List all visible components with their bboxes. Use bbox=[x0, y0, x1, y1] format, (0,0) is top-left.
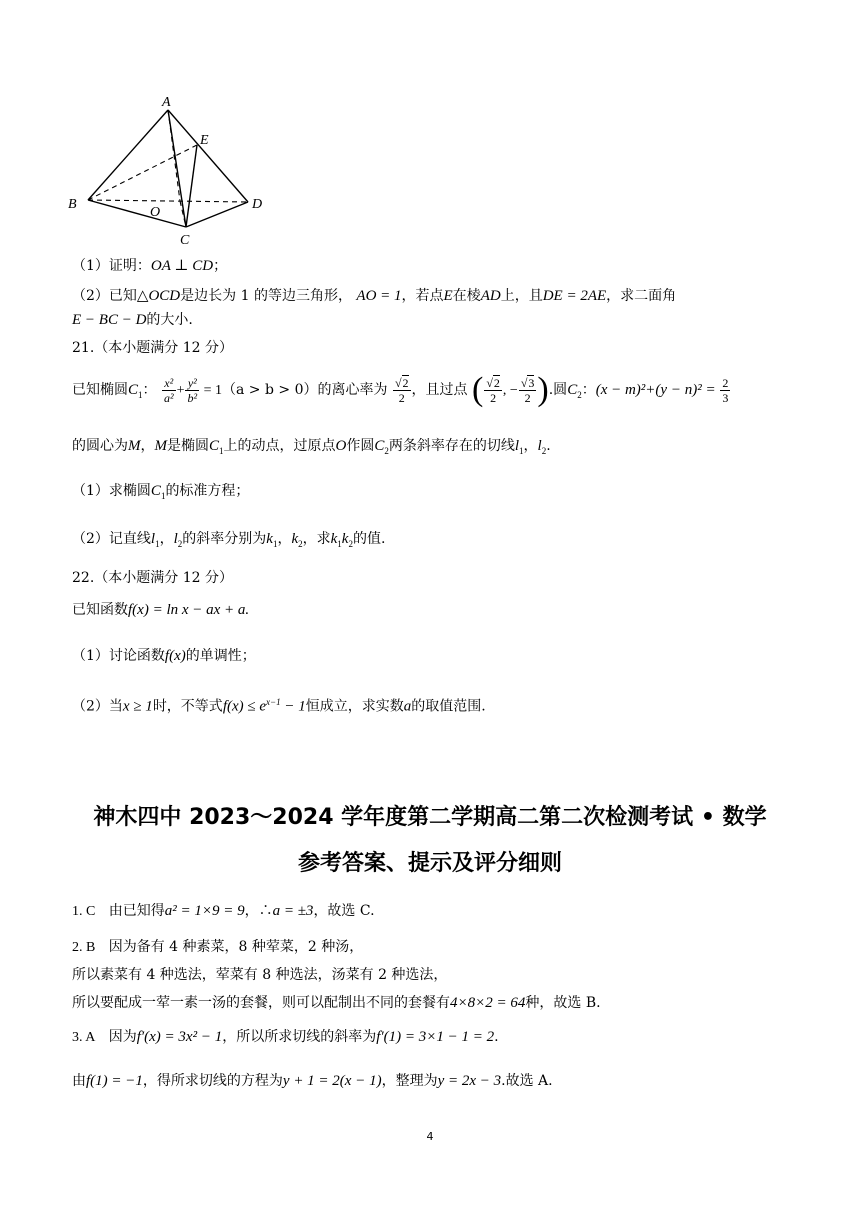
q22-part1: （1）讨论函数f(x)的单调性； bbox=[72, 648, 256, 664]
q22-header: 22.（本小题满分 12 分） bbox=[72, 570, 233, 586]
edge-bc bbox=[88, 200, 186, 227]
q22-part2: （2）当x ≥ 1时，不等式$f(x) \le e^{x-1} - 1$恒成立，求实数a的取值范围. bbox=[72, 697, 486, 715]
fraction-point-x: $\frac{√2}{2}$ bbox=[486, 375, 500, 405]
answer-2-line3: 所以要配成一荤一素一汤的套餐，则可以配制出不同的套餐有4×8×2 = 64种，故选 B. bbox=[72, 995, 601, 1011]
edge-ce bbox=[186, 145, 197, 227]
page-number: 4 bbox=[426, 1130, 434, 1143]
fraction-radius: $\frac{2}{3}$ bbox=[722, 375, 729, 405]
q20-part2: （2）已知△OCD是边长为 1 的等边三角形， AO = 1，若点E在棱AD上，且DE = 2AE，求二面角 bbox=[72, 288, 677, 304]
answer-3-line2: 由f(1) = −1，得所求切线的方程为y + 1 = 2(x − 1)，整理为y = 2x − 3.故选 A. bbox=[72, 1073, 553, 1089]
q21-part1: （1）求椭圆$C_1$的标准方程； bbox=[72, 483, 250, 501]
label-c: C bbox=[180, 233, 190, 248]
fraction-point-y: $\frac{√3}{2}$ bbox=[520, 375, 535, 405]
pyramid-figure bbox=[62, 92, 342, 252]
label-d: D bbox=[252, 197, 263, 212]
q21-header: 21.（本小题满分 12 分） bbox=[72, 340, 233, 356]
edge-cd bbox=[186, 202, 248, 227]
answer-subtitle: 参考答案、提示及评分细则 bbox=[297, 851, 562, 876]
label-b: B bbox=[68, 197, 77, 212]
answer-title: 神木四中 2023～2024 学年度第二学期高二第二次检测考试 • 数学 bbox=[93, 805, 767, 830]
label-o: O bbox=[150, 205, 161, 220]
label-a: A bbox=[162, 95, 171, 110]
edge-ab bbox=[88, 110, 168, 200]
q20-part1: （1）证明：OA ⊥ CD； bbox=[72, 258, 228, 274]
answer-2-line2: 所以素菜有 4 种选法，荤菜有 8 种选法，汤菜有 2 种选法， bbox=[72, 967, 448, 983]
q21-part2: （2）记直线$l_1$，$l_2$的斜率分别为$k_1$，$k_2$，求$k_1k_2$的值. bbox=[72, 531, 386, 549]
q21-statement-line2: 的圆心为M，M是椭圆$C_1$上的动点，过原点O作圆$C_2$两条斜率存在的切线$l_1$，$l_2$. bbox=[72, 438, 551, 456]
fraction-eccentricity: $\frac{√2}{2}$ bbox=[394, 375, 409, 405]
q21-statement-line1: 已知椭圆$C_1$： $\frac{\text{x²}}{\text{a²}}$ + $\frac{\text{y²}}{\text{b²}}$ = 1（a > b > 0）的离心率为 $\frac{√2}{2}$ ，且过点 ( $\frac{√2}{2}$ , − $\frac{√3}{2}$ ).圆$C_2$：(x − m)²+(y − n)² = $\frac{2}{3}$ bbox=[72, 371, 729, 408]
fraction-y2-b2: $\frac{\text{y²}}{\text{b²}}$ bbox=[187, 375, 198, 405]
label-e: E bbox=[200, 133, 209, 148]
answer-1: 1. C 由已知得a² = 1×9 = 9，∴a = ±3，故选 C. bbox=[72, 903, 375, 919]
answer-2-line1: 2. B 因为备有 4 种素菜，8 种荤菜，2 种汤， bbox=[72, 939, 364, 955]
q20-part2-cont: E − BC − D的大小. bbox=[72, 312, 193, 328]
edge-bd bbox=[88, 200, 248, 202]
edge-ao bbox=[168, 110, 180, 201]
q22-statement: 已知函数f(x) = ln x − ax + a. bbox=[72, 602, 250, 618]
answer-3-line1: 3. A 因为f′(x) = 3x² − 1，所以所求切线的斜率为f′(1) = 3×1 − 1 = 2. bbox=[72, 1029, 499, 1045]
fraction-x2-a2: $\frac{\text{x²}}{\text{a²}}$ bbox=[163, 375, 174, 405]
